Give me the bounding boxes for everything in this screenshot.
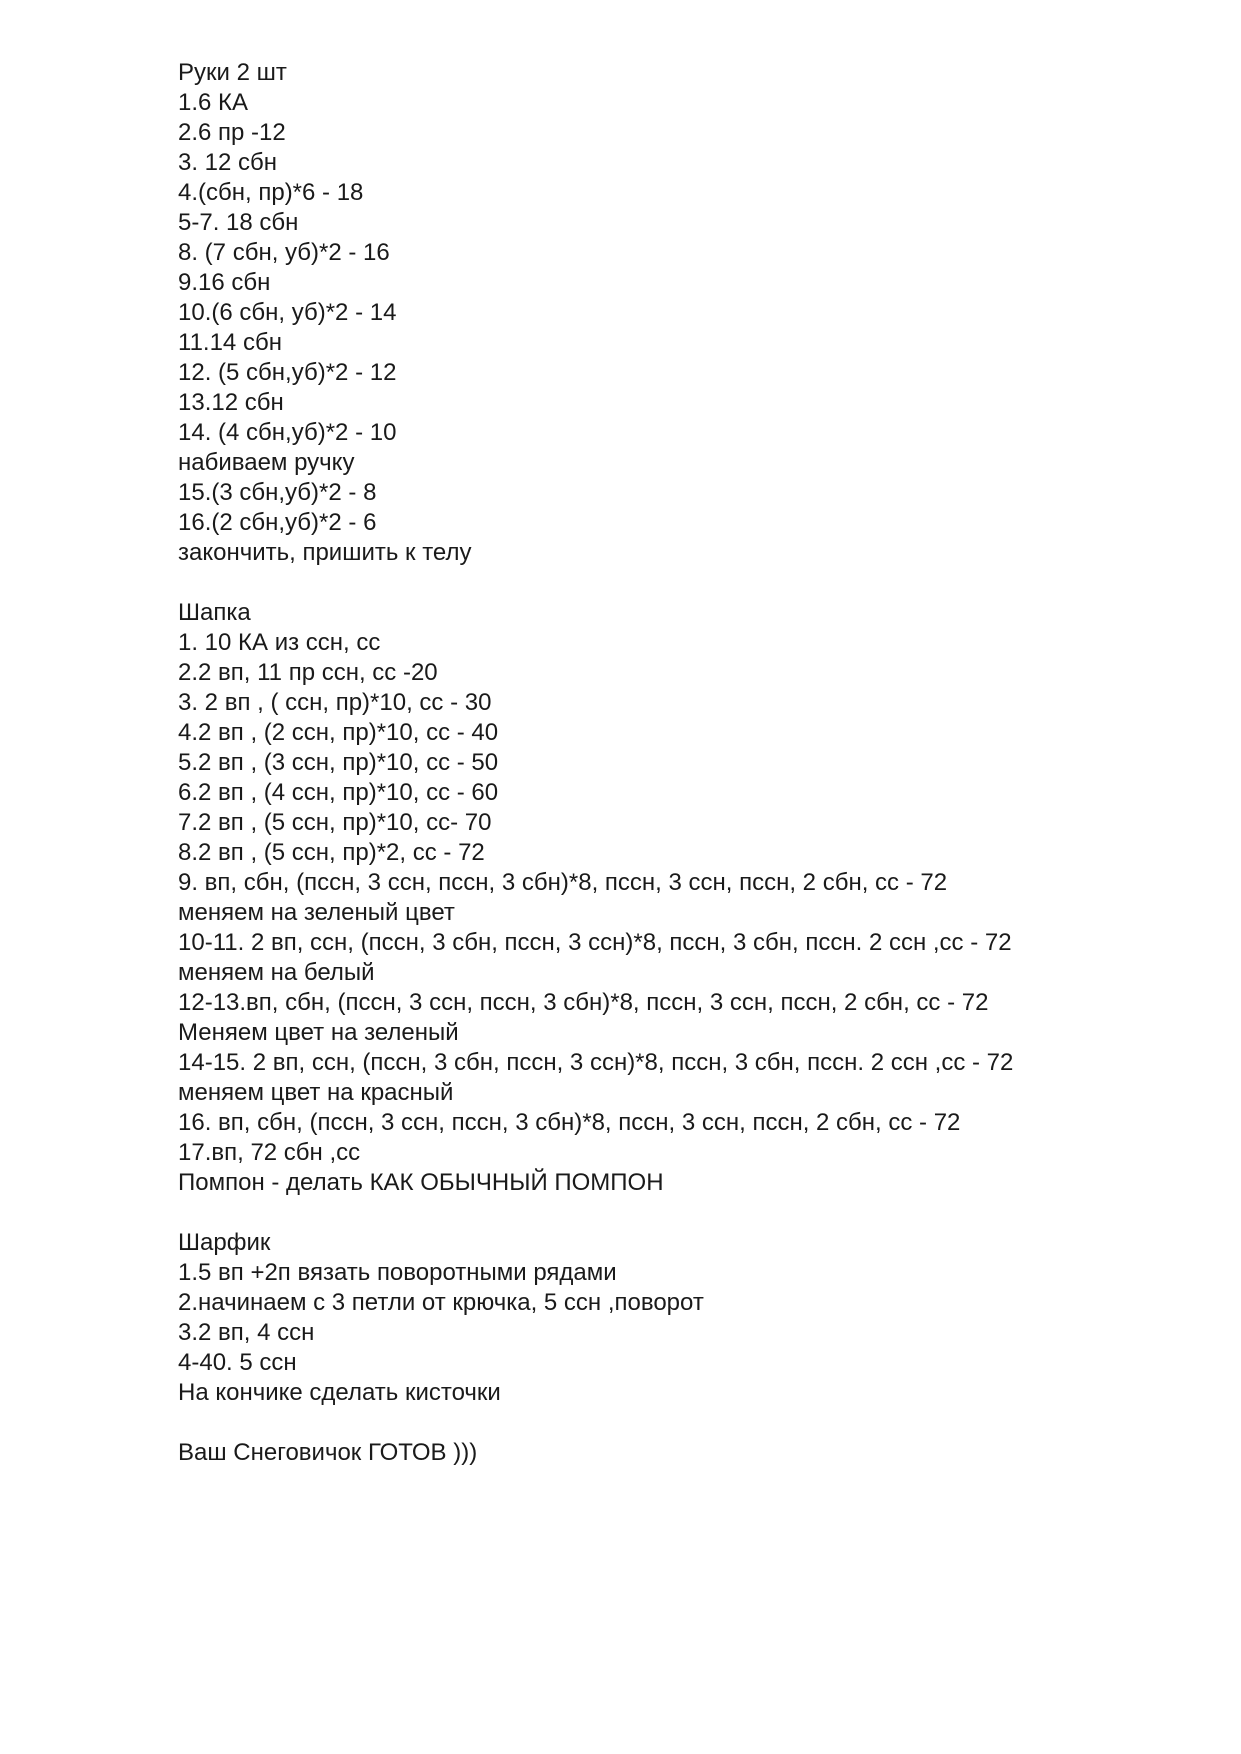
- section-ruki: [178, 58, 1178, 568]
- text-line: 8. (7 сбн, уб)*2 - 16: [178, 239, 390, 266]
- text-line: 3. 12 сбн: [178, 149, 278, 176]
- text-line: меняем на зеленый цвет: [178, 899, 455, 926]
- text-line: 17.вп, 72 сбн ,сс: [178, 1139, 361, 1166]
- text-line: закончить, пришить к телу: [178, 539, 472, 566]
- text-line: 15.(3 сбн,уб)*2 - 8: [178, 479, 377, 506]
- section-sharfik: [178, 1228, 1178, 1408]
- text-line: 12. (5 сбн,уб)*2 - 12: [178, 359, 397, 386]
- text-line: 4-40. 5 ссн: [178, 1349, 297, 1376]
- text-line: 8.2 вп , (5 ссн, пр)*2, сс - 72: [178, 839, 485, 866]
- text-line: 7.2 вп , (5 ссн, пр)*10, сс- 70: [178, 809, 492, 836]
- text-line: 1. 10 КА из ссн, сс: [178, 629, 381, 656]
- text-line: 6.2 вп , (4 ссн, пр)*10, сс - 60: [178, 779, 499, 806]
- text-line: 3.2 вп, 4 ссн: [178, 1319, 315, 1346]
- document-body: [178, 58, 1178, 1468]
- text-line: набиваем ручку: [178, 449, 355, 476]
- section-shapka: [178, 598, 1178, 1198]
- section-heading: Руки 2 шт: [178, 59, 287, 86]
- text-line: 11.14 сбн: [178, 329, 282, 356]
- text-line: 9. вп, сбн, (пссн, 3 ссн, пссн, 3 сбн)*8, пссн, 3 ссн, пссн, 2 сбн, сс - 72: [178, 869, 948, 896]
- text-line: 5.2 вп , (3 ссн, пр)*10, сс - 50: [178, 749, 499, 776]
- text-line: 13.12 сбн: [178, 389, 284, 416]
- text-line: 9.16 сбн: [178, 269, 271, 296]
- text-line: 14-15. 2 вп, ссн, (пссн, 3 сбн, пссн, 3 ссн)*8, пссн, 3 сбн, пссн. 2 ссн ,сс - 72: [178, 1049, 1014, 1076]
- text-line: меняем на белый: [178, 959, 375, 986]
- section-final: [178, 1438, 1178, 1468]
- text-line: 1.6 КА: [178, 89, 249, 116]
- text-line: 14. (4 сбн,уб)*2 - 10: [178, 419, 397, 446]
- text-line: 1.5 вп +2п вязать поворотными рядами: [178, 1259, 617, 1286]
- section-heading: Ваш Снеговичок ГОТОВ ))): [178, 1439, 478, 1466]
- text-line: 4.2 вп , (2 ссн, пр)*10, сс - 40: [178, 719, 499, 746]
- text-line: 16.(2 сбн,уб)*2 - 6: [178, 509, 377, 536]
- section-heading: Шапка: [178, 599, 251, 626]
- text-line: 5-7. 18 сбн: [178, 209, 299, 236]
- text-line: 2.6 пр -12: [178, 119, 286, 146]
- text-line: На кончике сделать кисточки: [178, 1379, 501, 1406]
- section-heading: Шарфик: [178, 1229, 271, 1256]
- text-line: Меняем цвет на зеленый: [178, 1019, 459, 1046]
- text-line: 2.начинаем с 3 петли от крючка, 5 ссн ,поворот: [178, 1289, 704, 1316]
- text-line: 10-11. 2 вп, ссн, (пссн, 3 сбн, пссн, 3 ссн)*8, пссн, 3 сбн, пссн. 2 ссн ,сс - 72: [178, 929, 1012, 956]
- text-line: 2.2 вп, 11 пр ссн, сс -20: [178, 659, 438, 686]
- text-line: Помпон - делать КАК ОБЫЧНЫЙ ПОМПОН: [178, 1169, 664, 1196]
- text-line: меняем цвет на красный: [178, 1079, 454, 1106]
- text-line: 4.(сбн, пр)*6 - 18: [178, 179, 364, 206]
- text-line: 3. 2 вп , ( ссн, пр)*10, сс - 30: [178, 689, 492, 716]
- text-line: 10.(6 сбн, уб)*2 - 14: [178, 299, 397, 326]
- text-line: 12-13.вп, сбн, (пссн, 3 ссн, пссн, 3 сбн)*8, пссн, 3 ссн, пссн, 2 сбн, сс - 72: [178, 989, 989, 1016]
- text-line: 16. вп, сбн, (пссн, 3 ссн, пссн, 3 сбн)*8, пссн, 3 ссн, пссн, 2 сбн, сс - 72: [178, 1109, 961, 1136]
